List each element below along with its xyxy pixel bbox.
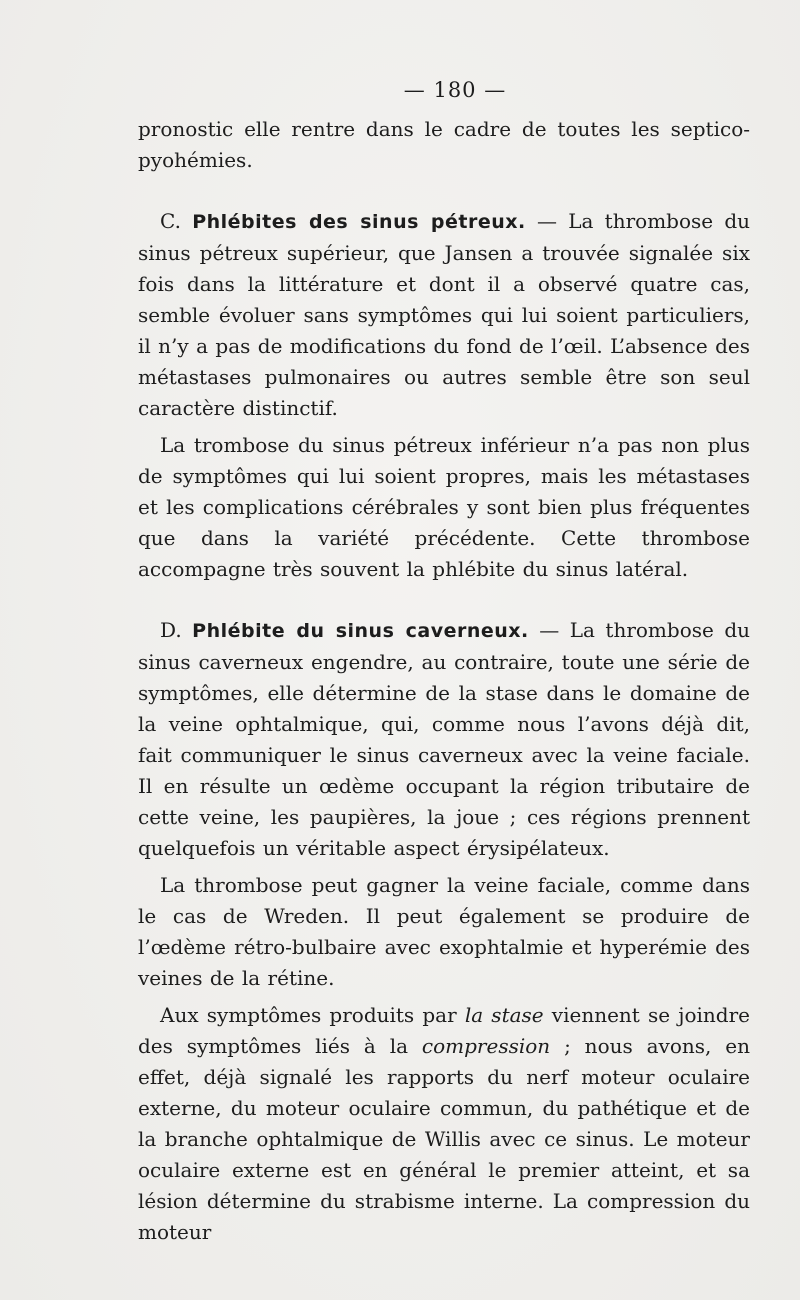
paragraph-6-part-2: viennent se joindre des symptômes liés à la — [138, 1003, 750, 1058]
paragraph-2 — [138, 206, 750, 424]
paragraph-4-text: — La thrombose du sinus caverneux engendre, au contraire, toute une série de symptômes, elle détermine de la stase dans le domaine de la veine ophtalmique, qui, comme nous l’avons déjà dit, fait communiquer le sinus caverneux avec la veine faciale. Il en résulte un œdème occupant la région tributaire de cette veine, les paupières, la joue ; ces régions prennent quelquefois un véritable aspect érysipélateux. — [138, 618, 750, 860]
paragraph-5: La thrombose peut gagner la veine faciale, comme dans le cas de Wreden. Il peut également se produire de l’œdème rétro-bulbaire avec exophtalmie et hyperémie des veines de la rétine. — [138, 873, 750, 990]
section-heading-caverneux: Phlébite du sinus caverneux. — [192, 620, 529, 642]
section-heading-petreux: Phlébites des sinus pétreux. — [192, 211, 526, 233]
page-number: — 180 — — [403, 78, 507, 102]
paragraph-6-part-1: Aux symptômes produits par — [160, 1003, 465, 1027]
paragraph-6-part-3: ; nous avons, en effet, déjà signalé les rapports du nerf moteur oculaire externe, du moteur oculaire commun, du pathétique et de la branche ophtalmique de Willis avec ce sinus. Le moteur oculaire externe est en général le premier atteint, et sa lésion détermine du strabisme interne. La compression du moteur — [138, 1034, 750, 1244]
section-letter-d: D. — [160, 618, 182, 642]
paragraph-1: pronostic elle rentre dans le cadre de toutes les septico-pyohémies. — [138, 117, 750, 172]
section-letter-c: C. — [160, 209, 181, 233]
emphasis-compression: compression — [421, 1034, 551, 1058]
paragraph-4 — [138, 615, 750, 864]
document-page — [138, 72, 750, 1248]
paragraph-6 — [138, 1000, 750, 1248]
paragraph-3: La trombose du sinus pétreux inférieur n’a pas non plus de symptômes qui lui soient propres, mais les métastases et les complications cérébrales y sont bien plus fréquentes que dans la variété précédente. Cette thrombose accompagne très souvent la phlébite du sinus latéral. — [138, 433, 750, 581]
emphasis-la-stase: la stase — [464, 1003, 544, 1027]
paragraph-2-text: — La thrombose du sinus pétreux supérieur, que Jansen a trouvée signalée six fois dans la littérature et dont il a observé quatre cas, semble évoluer sans symptômes qui lui soient particuliers, il n’y a pas de modifications du fond de l’œil. L’absence des métastases pulmonaires ou autres semble être son seul caractère distinctif. — [138, 209, 751, 420]
